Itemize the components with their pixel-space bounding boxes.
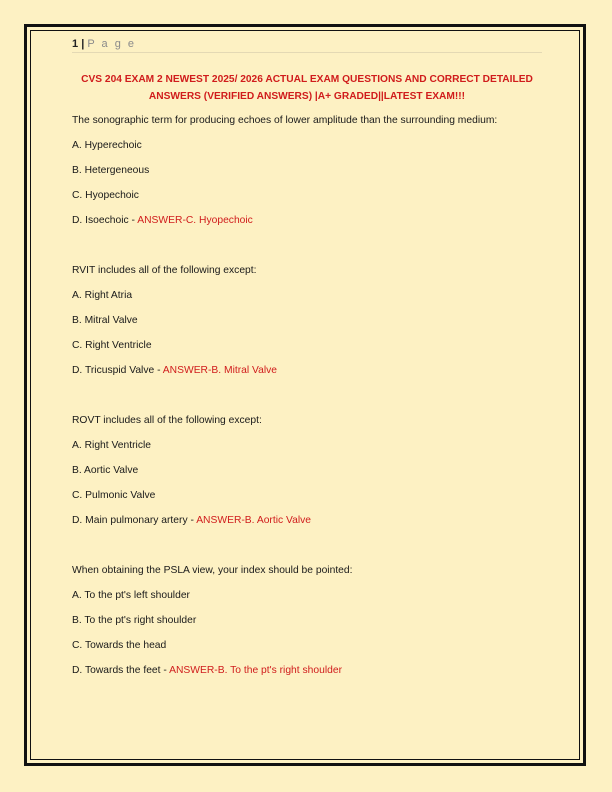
option-c: C. Right Ventricle	[72, 340, 152, 351]
option-b: B. Mitral Valve	[72, 315, 138, 326]
option-a: A. Right Ventricle	[72, 440, 151, 451]
option-b: B. Hetergeneous	[72, 165, 150, 176]
question-text: The sonographic term for producing echoes of lower amplitude than the surrounding medium:	[72, 115, 498, 126]
option-d-row	[72, 364, 552, 389]
question-block	[72, 414, 552, 564]
option-b: B. To the pt's right shoulder	[72, 615, 197, 626]
answer-text: ANSWER-C. Hyopechoic	[137, 215, 253, 226]
answer-text: ANSWER-B. To the pt's right shoulder	[169, 665, 342, 676]
option-d: D. Main pulmonary artery -	[72, 515, 197, 526]
answer-text: ANSWER-B. Mitral Valve	[162, 365, 278, 376]
title-line-1: CVS 204 EXAM 2 NEWEST 2025/ 2026 ACTUAL EXAM QUESTIONS AND CORRECT DETAILED	[81, 74, 533, 85]
option-a: A. Right Atria	[72, 290, 133, 301]
page-label: P a g e	[87, 38, 136, 50]
question-text: When obtaining the PSLA view, your index should be pointed:	[72, 565, 353, 576]
question-text: ROVT includes all of the following except:	[72, 415, 262, 426]
page-header	[72, 36, 542, 53]
option-d-row	[72, 514, 552, 539]
option-a: A. To the pt's left shoulder	[72, 590, 190, 601]
option-c: C. Pulmonic Valve	[72, 490, 156, 501]
answer-text: ANSWER-B. Aortic Valve	[196, 515, 312, 526]
option-d-row	[72, 214, 552, 239]
option-d: D. Towards the feet -	[72, 665, 170, 676]
question-block	[72, 564, 552, 689]
option-b: B. Aortic Valve	[72, 465, 139, 476]
question-list	[72, 114, 552, 689]
document-title	[72, 71, 542, 105]
option-a: A. Hyperechoic	[72, 140, 142, 151]
question-block	[72, 114, 552, 264]
option-d-row	[72, 664, 552, 689]
question-text: RVIT includes all of the following except:	[72, 265, 257, 276]
option-d: D. Tricuspid Valve -	[72, 365, 163, 376]
header-separator: |	[81, 38, 85, 50]
option-d: D. Isoechoic -	[72, 215, 138, 226]
option-c: C. Hyopechoic	[72, 190, 139, 201]
option-c: C. Towards the head	[72, 640, 167, 651]
title-line-2: ANSWERS (VERIFIED ANSWERS) |A+ GRADED||LATEST EXAM!!!	[148, 91, 466, 102]
question-block	[72, 264, 552, 414]
page-number: 1	[72, 38, 79, 50]
